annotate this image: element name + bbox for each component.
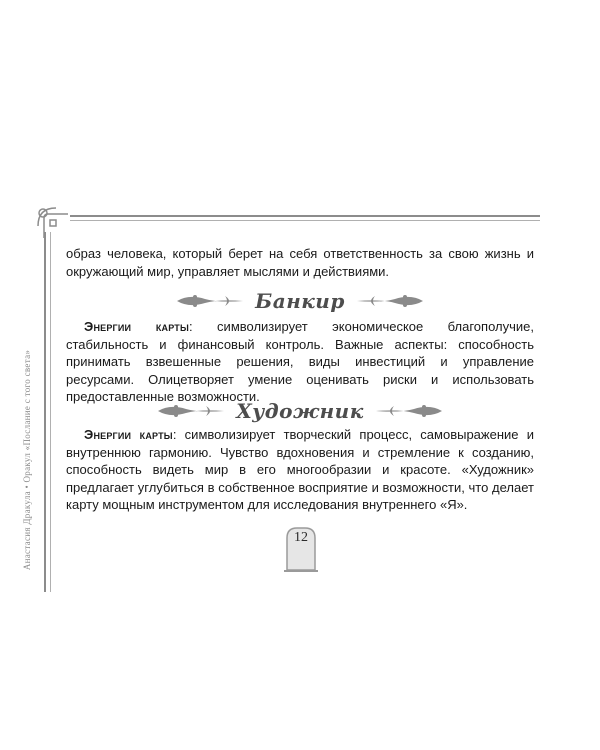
frame-corner-ornament-icon xyxy=(34,204,78,248)
banker-paragraph xyxy=(66,318,534,406)
banker-heading xyxy=(66,287,534,315)
artist-paragraph xyxy=(66,426,534,514)
artist-body: : символизирует творческий процесс, самовыражение и внутреннюю гармонию. Чувство вдохновения и стремление к созданию, способность видеть мир в его многообразии и красоте. «Художник» предлагает углубиться в собственное восприятие и возможности, что делает карту мощным инструментом для исследования внутреннего «Я». xyxy=(66,427,534,512)
artist-title: Художник xyxy=(236,399,364,423)
banker-title: Банкир xyxy=(255,289,345,313)
artist-heading xyxy=(66,397,534,425)
left-ornament-icon xyxy=(156,403,226,419)
right-ornament-icon xyxy=(374,403,444,419)
intro-paragraph: образ человека, который берет на себя ответственность за свою жизнь и окружающий мир, управляет мыслями и действиями. xyxy=(66,246,534,279)
banker-lead: Энергии карты xyxy=(84,319,190,334)
banker-body: : символизирует экономическое благополучие, стабильность и финансовый контроль. Важные аспекты: способность принимать взвешенные решения, виды инвестиций и управление ресурсами. Олицетворяет умение оценивать риски и использовать предоставленные возможности. xyxy=(66,319,534,404)
frame-top-inner-line xyxy=(70,220,540,221)
side-caption: Анастасия Дракула • Оракул «Послание с того света» xyxy=(22,349,32,571)
frame-top-line xyxy=(70,215,540,217)
frame-left-line xyxy=(44,232,46,592)
frame-left-inner-line xyxy=(50,232,51,592)
page-number: 12 xyxy=(294,530,308,545)
left-ornament-icon xyxy=(175,293,245,309)
right-ornament-icon xyxy=(355,293,425,309)
artist-lead: Энергии карты xyxy=(84,427,173,442)
